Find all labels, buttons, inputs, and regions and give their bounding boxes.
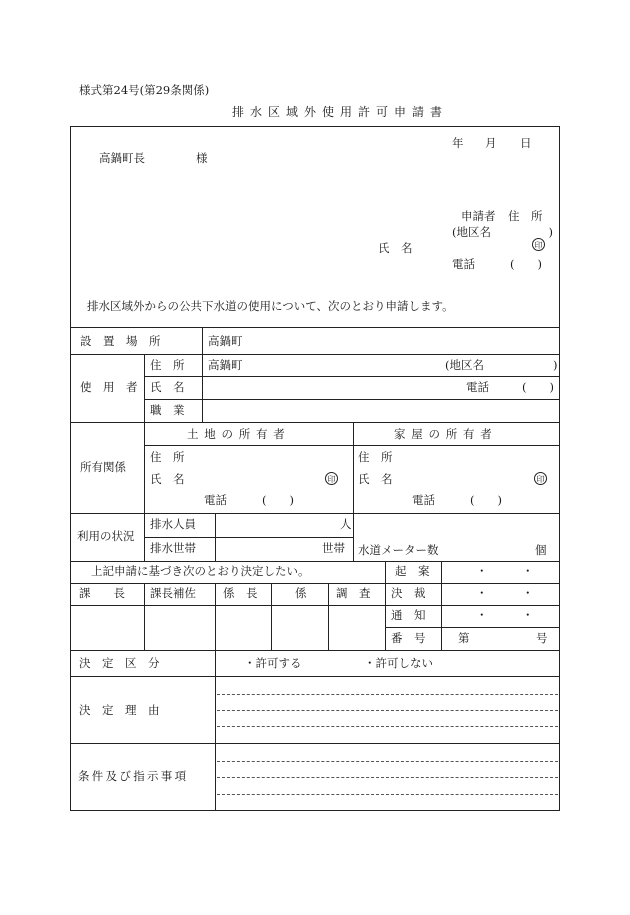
notice-dots: ・ ・ [476,608,534,622]
dotted-line [217,761,558,762]
land-owner-phone-parens: ( ) [262,493,294,507]
rule [144,354,145,561]
number-label: 番 号 [391,631,426,645]
rule [70,561,560,562]
not-permit-option: ・許可しない [364,656,433,670]
stamp-staff: 係 [295,586,307,600]
rule [353,513,354,561]
rule [215,513,216,561]
land-owner-seal-icon: 印 [325,472,338,485]
decision-class-label: 決 定 区 分 [79,656,160,670]
permit-option: ・許可する [244,656,302,670]
rule [70,650,560,651]
rule [271,583,272,650]
user-name-label: 氏 名 [150,380,185,394]
draft-dots: ・ ・ [476,564,534,578]
water-meter-label: 水道メーター数 [358,543,439,557]
applicant-label: 申請者 [461,209,496,223]
house-owner-seal-icon: 印 [534,472,547,485]
applicant-name-label: 氏 名 [378,241,413,255]
rule [144,445,560,446]
applicant-phone-parens: ( ) [510,257,542,271]
number-dai: 第 [458,631,470,645]
approval-label: 決 裁 [391,586,426,600]
applicant-address-label: 住 所 [508,209,543,223]
house-owner-name-label: 氏 名 [358,472,393,486]
rule [144,583,145,650]
date-year: 年 [452,136,464,150]
application-statement: 排水区域外からの公共下水道の使用について、次のとおり申請します。 [87,299,454,313]
stamp-section-chief: 課 長 [79,586,125,600]
land-owner-address-label: 住 所 [150,450,185,464]
user-district: (地区名 ) [445,358,558,372]
conditions-label: 条件及び指示事項 [78,769,189,783]
stamp-subsection-chief: 係 長 [223,586,258,600]
number-go: 号 [536,631,548,645]
rule [70,743,560,744]
rule [215,583,216,650]
decision-note: 上記申請に基づき次のとおり決定したい。 [91,564,310,578]
addressee-sama: 様 [196,151,208,165]
rule [70,676,560,677]
form-number: 様式第24号(第29条関係) [79,83,210,97]
rule [328,583,329,650]
drain-persons-unit: 人 [340,517,352,531]
dotted-line [217,694,558,695]
drain-households-label: 排水世帯 [150,541,196,555]
dotted-line [217,794,558,795]
house-owner-header: 家屋の所有者 [394,427,498,441]
rule [215,650,216,811]
rule [144,376,560,377]
land-owner-header: 土地の所有者 [187,427,291,441]
install-location-value: 高鍋町 [208,334,243,348]
user-phone-parens: ( ) [522,380,554,394]
user-label: 使 用 者 [80,380,138,394]
water-meter-unit: 個 [535,543,547,557]
drain-households-unit: 世帯 [322,541,345,555]
user-occupation-label: 職 業 [150,403,185,417]
date-month: 月 [485,136,497,150]
land-owner-phone-label: 電話 [204,493,227,507]
user-phone-label: 電話 [466,380,489,394]
stamp-investigation: 調 査 [336,586,371,600]
approval-dots: ・ ・ [476,586,534,600]
rule [70,327,560,328]
form-title: 排水区域外使用許可申請書 [232,105,449,119]
rule [202,327,203,422]
applicant-phone-label: 電話 [452,257,475,271]
install-location-label: 設 置 場 所 [80,334,161,348]
rule [441,561,442,650]
draft-label: 起 案 [395,564,430,578]
dotted-line [217,710,558,711]
rule [144,537,353,538]
house-owner-phone-label: 電話 [412,493,435,507]
dotted-line [217,726,558,727]
drain-persons-label: 排水人員 [150,517,196,531]
addressee: 高鍋町長 [99,151,145,165]
decision-reason-label: 決 定 理 由 [79,703,160,717]
usage-label: 利用の状況 [77,529,135,543]
applicant-district: (地区名 ) [452,225,553,239]
applicant-seal-icon: 印 [532,238,545,251]
date-day: 日 [520,136,532,150]
notice-label: 通 知 [391,608,426,622]
rule [385,561,386,650]
land-owner-name-label: 氏 名 [150,472,185,486]
dotted-line [217,777,558,778]
stamp-assistant-chief: 課長補佐 [150,586,196,600]
user-address-value: 高鍋町 [208,358,243,372]
user-address-label: 住 所 [150,358,185,372]
ownership-label: 所有関係 [80,460,126,474]
house-owner-phone-parens: ( ) [470,493,502,507]
house-owner-address-label: 住 所 [358,450,393,464]
rule [144,399,560,400]
rule [353,422,354,513]
rule [385,627,560,628]
